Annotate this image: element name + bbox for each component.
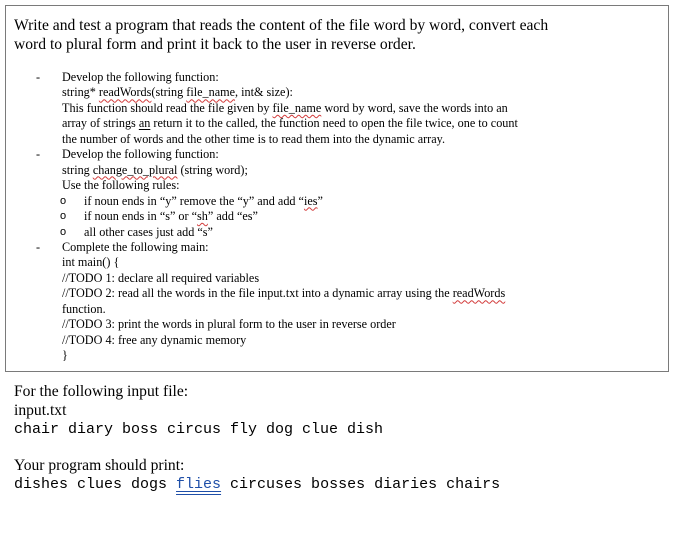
description-line: the number of words and the other time is to read them into the dynamic array. <box>62 131 446 146</box>
circle-bullet-icon: o <box>60 210 67 223</box>
description-line: array of strings an return it to the called, the function need to open the file twice, one to count <box>62 116 518 131</box>
misspelled-word: file_name <box>272 100 322 115</box>
list-dash: - <box>36 239 41 254</box>
grammar-flag: an <box>138 116 151 131</box>
input-content: chair diary boss circus fly dog clue dish <box>14 421 384 438</box>
rule-item: o all other cases just add “s” <box>60 224 213 239</box>
misspelled-word: change_to_plural <box>92 162 178 177</box>
circle-bullet-icon: o <box>60 194 67 207</box>
description-line: This function should read the file given by file_name word by word, save the words into an <box>62 100 508 115</box>
output-example <box>14 456 500 494</box>
input-example <box>14 382 383 439</box>
code-line: function. <box>62 301 106 316</box>
code-line: //TODO 3: print the words in plural form to the user in reverse order <box>62 317 396 332</box>
rules-label: Use the following rules: <box>62 178 180 193</box>
function-signature: string change_to_plural (string word); <box>62 162 248 177</box>
input-filename: input.txt <box>14 402 67 419</box>
rule-item: o if noun ends in “s” or “sh” add “es” <box>60 209 258 224</box>
output-label: Your program should print: <box>14 457 185 474</box>
requirement-read-words <box>36 70 656 147</box>
list-dash: - <box>36 147 41 162</box>
misspelled-word: sh <box>197 209 208 224</box>
list-dash: - <box>36 70 41 84</box>
misspelled-word: readWords <box>452 286 506 301</box>
code-line: //TODO 1: declare all required variables <box>62 270 260 285</box>
requirement-heading: Complete the following main: <box>62 239 209 254</box>
input-label: For the following input file: <box>14 383 189 400</box>
requirement-heading: Develop the following function: <box>62 70 219 84</box>
misspelled-word: file_name <box>186 85 236 100</box>
code-line: //TODO 2: read all the words in the file input.txt into a dynamic array using the readWords <box>62 286 506 301</box>
requirements-list <box>36 70 656 364</box>
rule-item: o if noun ends in “y” remove the “y” and add “ies” <box>60 193 323 208</box>
intro-line: word to plural form and print it back to the user in reverse order. <box>14 36 416 53</box>
code-line: } <box>62 348 68 363</box>
intro-line: Write and test a program that reads the content of the file word by word, convert each <box>14 17 549 34</box>
requirement-heading: Develop the following function: <box>62 147 219 162</box>
function-signature: string* readWords(string file_name, int& size): <box>62 85 293 100</box>
misspelled-word: ies <box>303 193 318 208</box>
code-line: //TODO 4: free any dynamic memory <box>62 332 247 347</box>
circle-bullet-icon: o <box>60 225 67 238</box>
requirement-change-to-plural <box>36 147 656 193</box>
misspelled-word: readWords <box>98 85 152 100</box>
output-content: dishes clues dogs flies circuses bosses diaries chairs <box>14 476 501 493</box>
highlighted-word[interactable]: flies <box>176 476 222 493</box>
code-line: int main() { <box>62 255 120 270</box>
requirement-main <box>36 240 656 364</box>
problem-statement <box>14 16 664 54</box>
